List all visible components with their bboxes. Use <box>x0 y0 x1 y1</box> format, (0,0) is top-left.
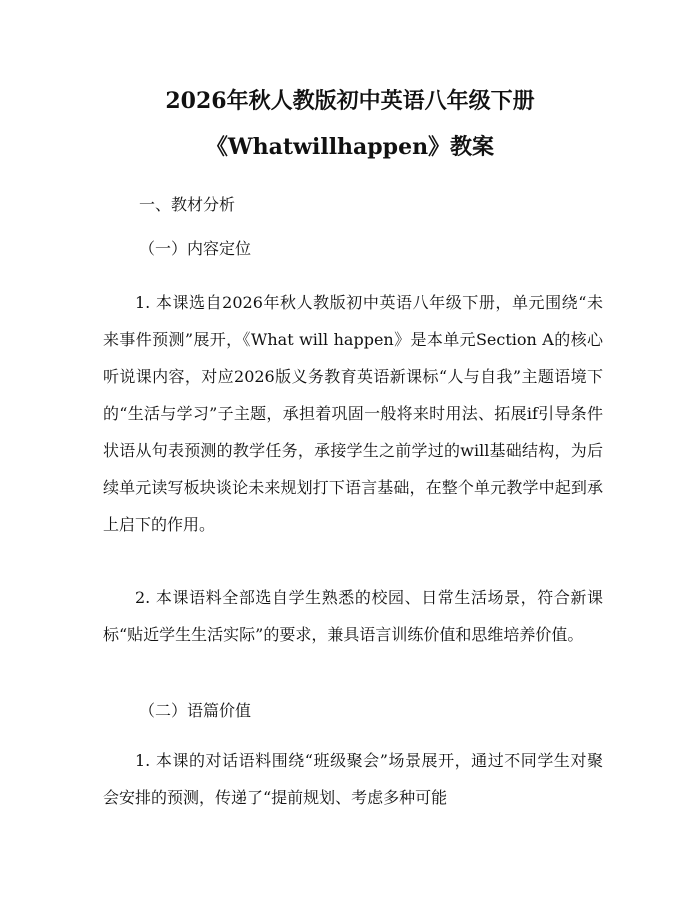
paragraph-2: 2. 本课语料全部选自学生熟悉的校园、日常生活场景，符合新课标“贴近学生生活实际”的要求，兼具语言训练价值和思维培养价值。 <box>103 588 603 644</box>
subsection-heading-content-positioning: （一）内容定位 <box>139 239 252 258</box>
section-heading-textbook-analysis: 一、教材分析 <box>139 195 236 214</box>
document-title-line-2: 《Whatwillhappen》教案 <box>205 134 495 160</box>
paragraph-3: 1. 本课的对话语料围绕“班级聚会”场景展开，通过不同学生对聚会安排的预测，传递了“提前规划、考虑多种可能 <box>103 751 603 807</box>
document-title-line-1: 2026年秋人教版初中英语八年级下册 <box>165 88 535 114</box>
paragraph-1: 1. 本课选自2026年秋人教版初中英语八年级下册，单元围绕“未来事件预测”展开，《What will happen》是本单元Section A的核心听说课内容，对应2026版义务教育英语新课标“人与自我”主题语境下的“生活与学习”子主题，承担着巩固一般将来时用法、拓展if引导条件状语从句表预测的教学任务，承接学生之前学过的will基础结构，为后续单元读写板块谈论未来规划打下语言基础，在整个单元教学中起到承上启下的作用。 <box>103 293 603 534</box>
subsection-heading-discourse-value: （二）语篇价值 <box>139 701 252 720</box>
